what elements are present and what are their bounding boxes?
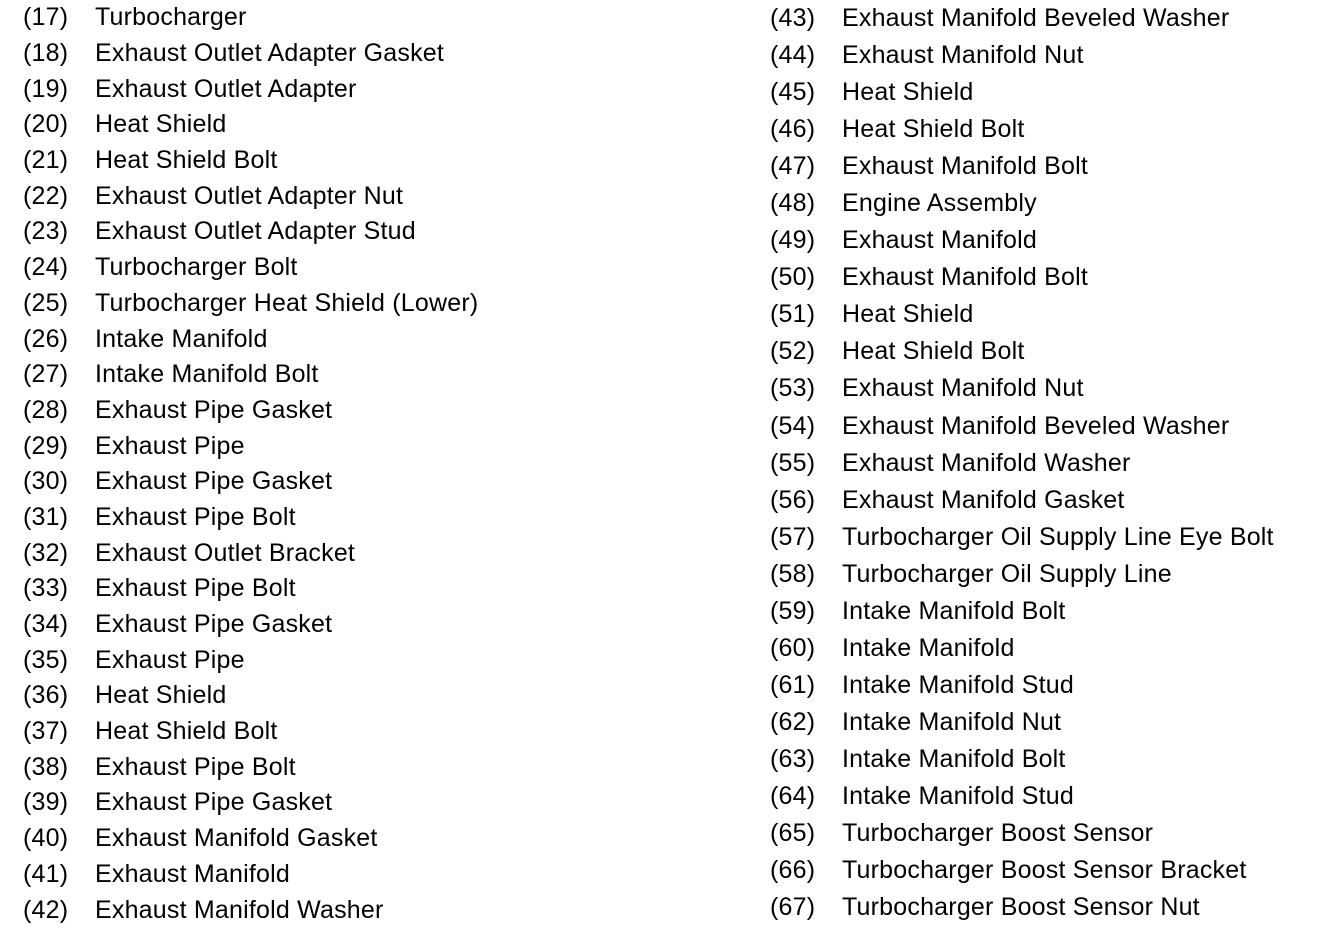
legend-item-number: (44) [770, 41, 816, 70]
legend-item-number: (56) [770, 485, 816, 514]
legend-item [770, 185, 1340, 222]
legend-item-label: Exhaust Manifold Gasket [842, 485, 1125, 514]
legend-item [770, 778, 1340, 815]
legend-item [770, 222, 1340, 259]
legend-item-label: Engine Assembly [842, 189, 1037, 218]
legend-item-number: (38) [23, 752, 69, 781]
legend-item-number: (40) [23, 824, 69, 853]
legend-item-label: Turbocharger [95, 3, 247, 32]
legend-item-label: Exhaust Pipe Gasket [95, 610, 333, 639]
legend-item-label: Exhaust Manifold Nut [842, 374, 1084, 403]
legend-item-label: Intake Manifold Stud [842, 782, 1074, 810]
legend-item-label: Intake Manifold Bolt [95, 360, 319, 389]
legend-item-number: (45) [770, 78, 816, 107]
legend-item-label: Turbocharger Oil Supply Line Eye Bolt [842, 522, 1274, 551]
legend-item-number: (42) [23, 895, 69, 924]
legend-item-number: (60) [770, 633, 816, 662]
legend-item [23, 214, 723, 250]
legend-item-number: (27) [23, 360, 69, 389]
legend-item-number: (20) [23, 110, 69, 139]
legend-item-number: (37) [23, 717, 69, 746]
legend-item-label: Exhaust Manifold [95, 859, 290, 888]
legend-item-number: (34) [23, 610, 69, 639]
legend-item-number: (35) [23, 645, 69, 674]
legend-item [23, 393, 723, 429]
legend-item-number: (31) [23, 502, 69, 531]
legend-item [770, 741, 1340, 778]
legend-item-number: (18) [23, 39, 69, 68]
legend-item-label: Turbocharger Boost Sensor Nut [842, 893, 1200, 922]
legend-item [770, 0, 1340, 37]
legend-item-number: (48) [770, 189, 816, 218]
legend-item-label: Exhaust Manifold Washer [842, 448, 1131, 477]
legend-item-number: (23) [23, 217, 69, 246]
legend-item-label: Intake Manifold Nut [842, 707, 1062, 736]
legend-item-label: Exhaust Pipe [95, 431, 245, 460]
legend-item-label: Exhaust Manifold Bolt [842, 152, 1088, 181]
legend-item [770, 556, 1340, 593]
legend-item-label: Intake Manifold Bolt [842, 596, 1066, 625]
legend-item [23, 821, 723, 857]
legend-item-label: Heat Shield Bolt [842, 337, 1025, 366]
legend-item-label: Intake Manifold Stud [842, 670, 1074, 699]
legend-item-number: (41) [23, 859, 69, 888]
legend-item [770, 889, 1340, 926]
legend-item-label: Exhaust Outlet Adapter Nut [95, 181, 404, 210]
legend-item [23, 143, 723, 179]
legend-item [23, 607, 723, 643]
legend-item-number: (39) [23, 788, 69, 817]
legend-item-label: Exhaust Manifold Washer [95, 895, 384, 924]
legend-item [23, 286, 723, 322]
legend-item-label: Exhaust Pipe Gasket [95, 788, 333, 817]
legend-item [770, 370, 1340, 407]
legend-item-number: (36) [23, 681, 69, 710]
legend-item-number: (63) [770, 744, 816, 773]
legend-item-number: (67) [770, 893, 816, 922]
legend-item [770, 74, 1340, 111]
legend-item-label: Heat Shield Bolt [842, 115, 1025, 144]
legend-item-label: Exhaust Pipe Bolt [95, 752, 296, 781]
legend-item [23, 749, 723, 785]
legend-item-label: Exhaust Outlet Bracket [95, 538, 356, 567]
legend-item-label: Intake Manifold [842, 633, 1015, 662]
legend-item [770, 37, 1340, 74]
legend-item-number: (30) [23, 467, 69, 496]
legend-item [23, 500, 723, 536]
legend-item-label: Exhaust Manifold Beveled Washer [842, 411, 1230, 440]
legend-item-number: (19) [23, 74, 69, 103]
legend-item-number: (57) [770, 522, 816, 551]
legend-item-label: Exhaust Pipe Gasket [95, 395, 333, 424]
legend-item [23, 0, 723, 36]
legend-item-label: Exhaust Outlet Adapter Stud [95, 217, 416, 246]
legend-item [23, 714, 723, 750]
legend-item [23, 892, 723, 928]
legend-item-label: Heat Shield [95, 110, 227, 139]
legend-item [23, 321, 723, 357]
legend-item-number: (65) [770, 819, 816, 848]
legend-item-number: (64) [770, 782, 816, 810]
legend-item-number: (59) [770, 596, 816, 625]
legend-item [770, 667, 1340, 704]
legend-item-label: Turbocharger Bolt [95, 253, 298, 282]
legend-item-label: Exhaust Manifold Nut [842, 41, 1084, 70]
legend-item [770, 296, 1340, 333]
legend-item-label: Exhaust Manifold Bolt [842, 263, 1088, 292]
legend-item-number: (51) [770, 300, 816, 329]
legend-item [23, 357, 723, 393]
legend-item-label: Exhaust Manifold Beveled Washer [842, 4, 1230, 33]
legend-item [23, 71, 723, 107]
legend-item [770, 408, 1340, 445]
legend-item-number: (43) [770, 4, 816, 33]
legend-item-label: Heat Shield Bolt [95, 146, 278, 175]
legend-item-number: (50) [770, 263, 816, 292]
legend-item-label: Heat Shield [95, 681, 227, 710]
legend-item [770, 704, 1340, 741]
legend-item-label: Exhaust Pipe [95, 645, 245, 674]
legend-item-label: Exhaust Outlet Adapter [95, 74, 357, 103]
legend-item-number: (54) [770, 411, 816, 440]
legend-item-label: Turbocharger Oil Supply Line [842, 559, 1172, 588]
legend-item [770, 482, 1340, 519]
legend-item-label: Exhaust Manifold [842, 226, 1037, 255]
legend-item-label: Exhaust Pipe Gasket [95, 467, 333, 496]
legend-item-number: (66) [770, 856, 816, 885]
legend-item-number: (47) [770, 152, 816, 181]
legend-item-number: (17) [23, 3, 69, 32]
legend-item-number: (53) [770, 374, 816, 403]
legend-item-number: (33) [23, 574, 69, 603]
legend-item-number: (55) [770, 448, 816, 477]
legend-item [770, 445, 1340, 482]
legend-item [23, 642, 723, 678]
legend-item-label: Heat Shield Bolt [95, 717, 278, 746]
legend-item [23, 107, 723, 143]
legend-item [770, 593, 1340, 630]
legend-item-label: Exhaust Manifold Gasket [95, 824, 378, 853]
legend-item-label: Intake Manifold Bolt [842, 744, 1066, 773]
legend-item-number: (24) [23, 253, 69, 282]
legend-item [770, 148, 1340, 185]
legend-item [770, 815, 1340, 852]
legend-item [770, 519, 1340, 556]
legend-item-number: (26) [23, 324, 69, 353]
legend-item [23, 178, 723, 214]
legend-item [23, 36, 723, 72]
legend-item [23, 785, 723, 821]
legend-item [23, 857, 723, 893]
legend-item [770, 259, 1340, 296]
legend-item [23, 428, 723, 464]
legend-item [770, 630, 1340, 667]
legend-item-number: (28) [23, 395, 69, 424]
legend-item [770, 852, 1340, 889]
legend-item-label: Exhaust Pipe Bolt [95, 502, 296, 531]
legend-item-label: Turbocharger Boost Sensor Bracket [842, 856, 1247, 885]
legend-column-left [23, 0, 723, 928]
legend-item [23, 250, 723, 286]
legend-item-number: (32) [23, 538, 69, 567]
legend-item-number: (52) [770, 337, 816, 366]
legend-item [23, 678, 723, 714]
legend-column-right [770, 0, 1340, 926]
legend-item-number: (62) [770, 707, 816, 736]
legend-item-label: Exhaust Outlet Adapter Gasket [95, 39, 445, 68]
legend-item-label: Turbocharger Boost Sensor [842, 819, 1154, 848]
legend-item-label: Turbocharger Heat Shield (Lower) [95, 288, 479, 317]
legend-item-label: Heat Shield [842, 300, 974, 329]
legend-item-number: (25) [23, 288, 69, 317]
legend-item-number: (61) [770, 670, 816, 699]
legend-item-label: Heat Shield [842, 78, 974, 107]
legend-item-number: (49) [770, 226, 816, 255]
legend-item-number: (46) [770, 115, 816, 144]
legend-item-label: Exhaust Pipe Bolt [95, 574, 296, 603]
legend-item-number: (22) [23, 181, 69, 210]
legend-item-label: Intake Manifold [95, 324, 268, 353]
legend-item [23, 464, 723, 500]
legend-item [23, 571, 723, 607]
legend-item-number: (21) [23, 146, 69, 175]
legend-item [770, 333, 1340, 370]
legend-item [770, 111, 1340, 148]
legend-item-number: (58) [770, 559, 816, 588]
legend-item-number: (29) [23, 431, 69, 460]
legend-item [23, 535, 723, 571]
